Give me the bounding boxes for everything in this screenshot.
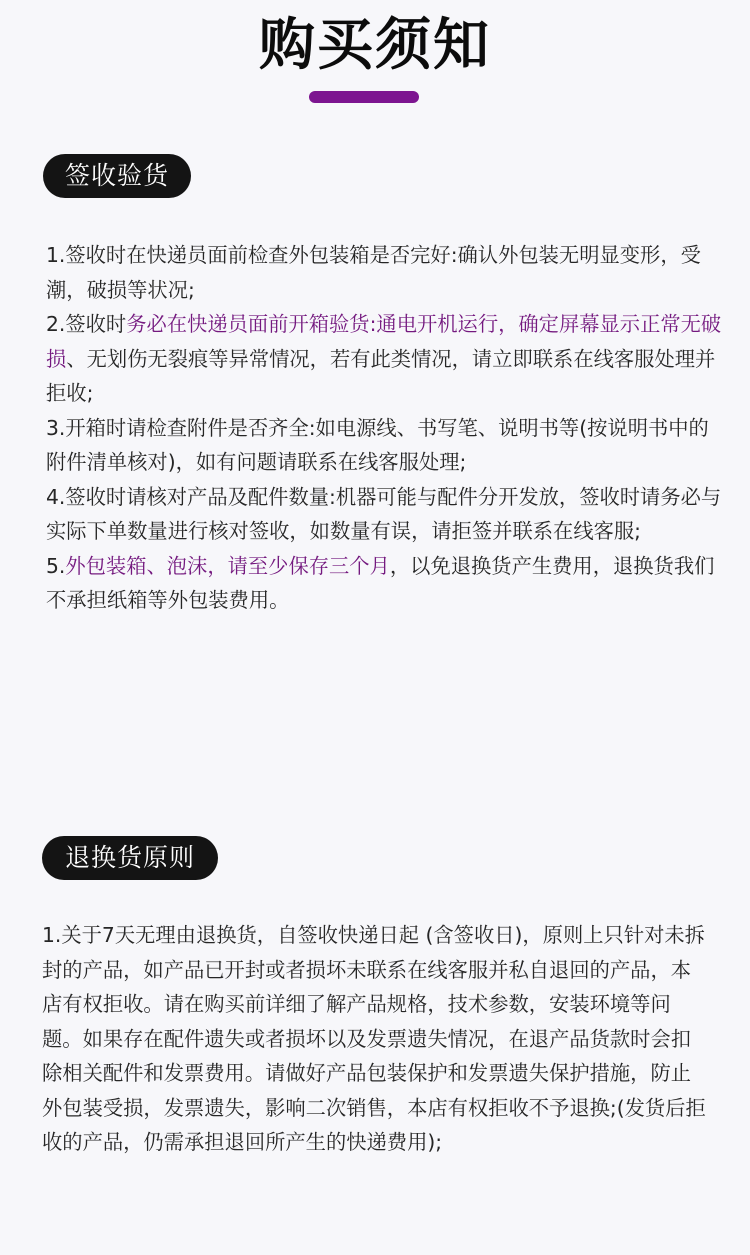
inspection-item-2-highlight: 务必在快递员面前开箱验货:通电开机运行，确定屏幕显示正常无破损 bbox=[46, 312, 722, 371]
inspection-item-3: 3.开箱时请检查附件是否齐全:如电源线、书写笔、说明书等(按说明书中的附件清单核对)，如有问题请联系在线客服处理; bbox=[46, 415, 709, 474]
section-label-returns: 退换货原则 bbox=[42, 836, 218, 880]
section-returns-text bbox=[42, 918, 710, 1160]
page-title: 购买须知 bbox=[259, 13, 491, 78]
inspection-item-2-prefix: 2.签收时 bbox=[46, 312, 127, 336]
inspection-item-5-suffix: ，以免退换货产生费用，退换货我们不承担纸箱等外包装费用。 bbox=[46, 553, 715, 612]
section-inspection-text bbox=[46, 238, 726, 618]
inspection-item-1: 1.签收时在快递员面前检查外包装箱是否完好:确认外包装无明显变形，受潮，破损等状况; bbox=[46, 243, 701, 302]
title-underline bbox=[309, 91, 419, 103]
inspection-item-5-highlight: 外包装箱、泡沫，请至少保存三个月 bbox=[65, 553, 390, 578]
inspection-item-4: 4.签收时请核对产品及配件数量:机器可能与配件分开发放，签收时请务必与实际下单数量进行核对签收，如数量有误，请拒签并联系在线客服; bbox=[46, 484, 722, 543]
inspection-item-5-prefix: 5. bbox=[46, 553, 66, 578]
inspection-item-2-suffix: 、无划伤无裂痕等异常情况，若有此类情况，请立即联系在线客服处理并拒收; bbox=[46, 346, 716, 405]
inspection-item-5 bbox=[46, 549, 726, 618]
inspection-item-2 bbox=[46, 307, 726, 411]
section-label-inspection: 签收验货 bbox=[43, 154, 191, 198]
returns-item-1: 1.关于7天无理由退换货，自签收快递日起 (含签收日)，原则上只针对未拆封的产品，如产品已开封或者损坏未联系在线客服并私自退回的产品，本店有权拒收。请在购买前详细了解产品规格，技术参数，安装环境等问题。如果存在配件遗失或者损坏以及发票遗失情况，在退产品货款时会扣除相关配件和发票费用。请做好产品包装保护和发票遗失保护措施，防止外包装受损，发票遗失，影响二次销售，本店有权拒收不予退换;(发货后拒收的产品，仍需承担退回所产生的快递费用); bbox=[42, 923, 706, 1154]
